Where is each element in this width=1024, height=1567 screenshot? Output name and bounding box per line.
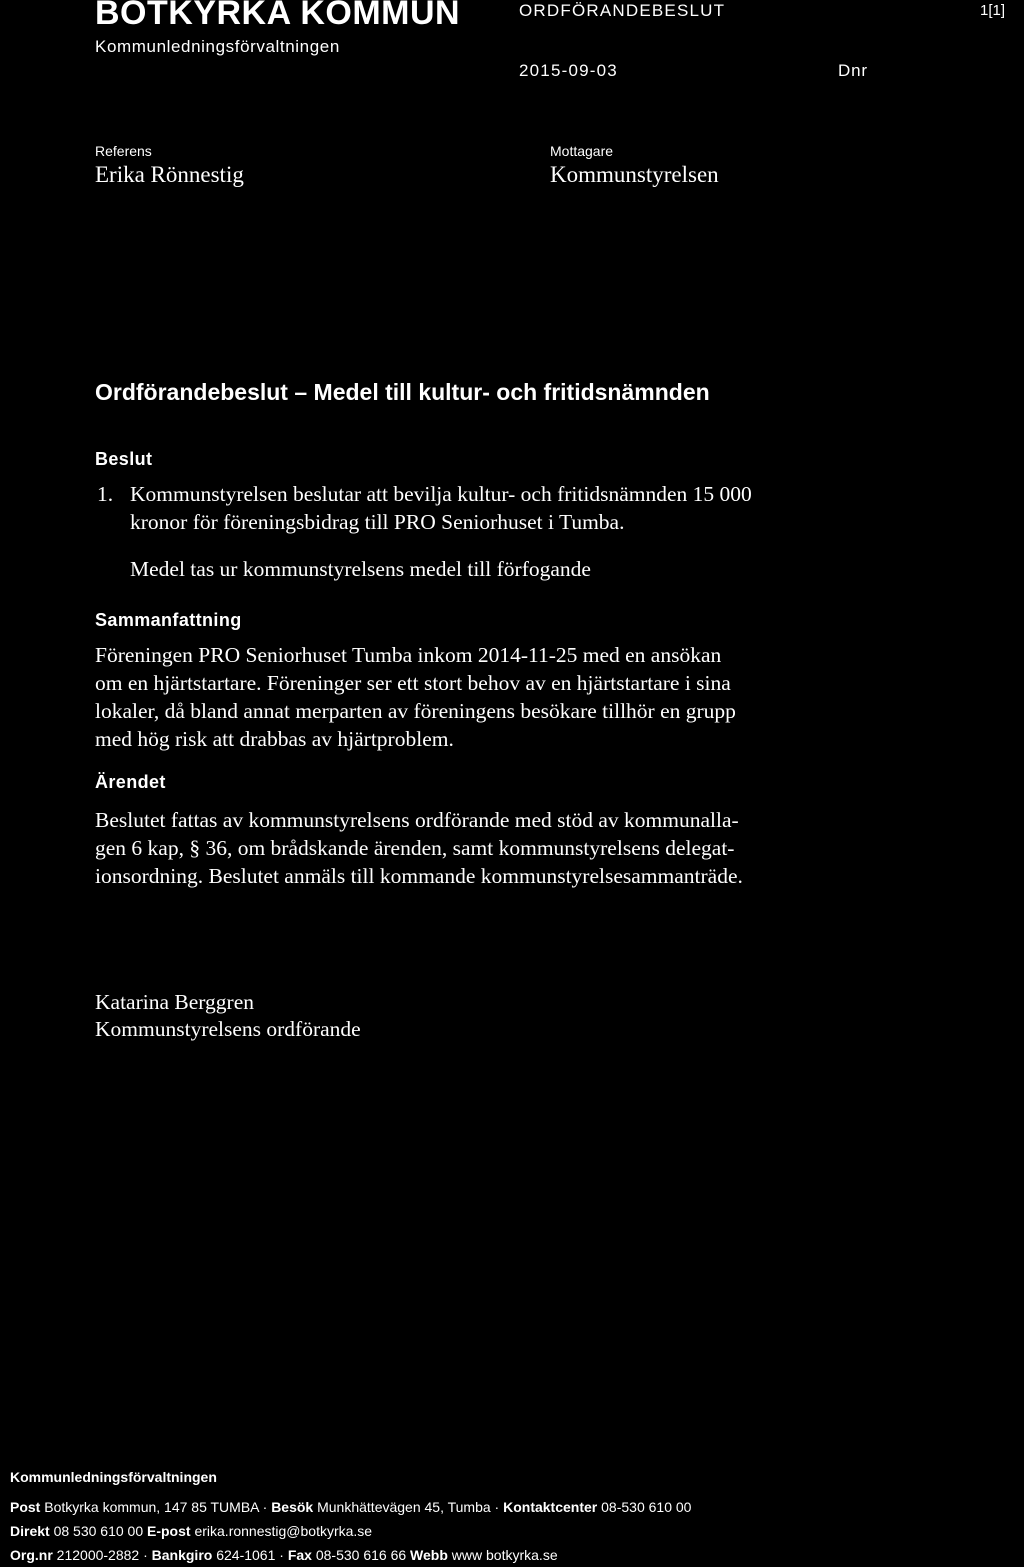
direct-label: Direkt <box>10 1523 50 1539</box>
web-label: Webb <box>410 1547 448 1563</box>
footer-registry-line <box>10 1547 558 1563</box>
bankgiro-value: 624-1061 · <box>216 1547 284 1563</box>
email-label: E-post <box>147 1523 191 1539</box>
arendet-heading: Ärendet <box>95 772 166 792</box>
beslut-text-line: kronor för föreningsbidrag till PRO Seniorhuset i Tumba. <box>130 510 625 534</box>
signatory-title: Kommunstyrelsens ordförande <box>95 1017 361 1041</box>
beslut-heading: Beslut <box>95 449 153 469</box>
document-date: 2015-09-03 <box>519 61 618 80</box>
post-label: Post <box>10 1499 41 1515</box>
email-value: erika.ronnestig@botkyrka.se <box>194 1523 373 1539</box>
sammanfattning-heading: Sammanfattning <box>95 610 242 630</box>
reference-label: Referens <box>95 143 152 159</box>
visit-value: Munkhättevägen 45, Tumba · <box>317 1499 500 1515</box>
direct-value: 08 530 610 00 <box>53 1523 144 1539</box>
orgnr-value: 212000-2882 · <box>56 1547 148 1563</box>
dnr-label: Dnr <box>838 61 868 80</box>
beslut-text-line: Kommunstyrelsen beslutar att bevilja kultur- och fritidsnämnden 15 000 <box>130 482 752 506</box>
footer-organization: Kommunledningsförvaltningen <box>10 1469 217 1485</box>
recipient-label: Mottagare <box>550 143 614 159</box>
signatory-name: Katarina Berggren <box>95 990 254 1014</box>
organization-name: BOTKYRKA KOMMUN <box>95 0 461 32</box>
orgnr-label: Org.nr <box>10 1547 53 1563</box>
sammanfattning-line: lokaler, då bland annat merparten av föreningens besökare tillhör en grupp <box>95 699 736 723</box>
contact-center-label: Kontaktcenter <box>503 1499 598 1515</box>
document-title: Ordförandebeslut – Medel till kultur- och fritidsnämnden <box>95 379 710 405</box>
sammanfattning-line: Föreningen PRO Seniorhuset Tumba inkom 2014-11-25 med en ansökan <box>95 643 722 667</box>
beslut-funding-note: Medel tas ur kommunstyrelsens medel till förfogande <box>130 557 591 581</box>
bankgiro-label: Bankgiro <box>151 1547 213 1563</box>
arendet-line: Beslutet fattas av kommunstyrelsens ordförande med stöd av kommunalla- <box>95 808 739 832</box>
page-number: 1[1] <box>980 2 1006 19</box>
visit-label: Besök <box>271 1499 314 1515</box>
document-type: ORDFÖRANDEBESLUT <box>519 1 726 20</box>
sammanfattning-line: om en hjärtstartare. Föreninger ser ett stort behov av en hjärtstartare i sina <box>95 671 731 695</box>
sammanfattning-line: med hög risk att drabbas av hjärtproblem. <box>95 727 454 751</box>
recipient-value: Kommunstyrelsen <box>550 162 719 187</box>
post-value: Botkyrka kommun, 147 85 TUMBA · <box>44 1499 268 1515</box>
reference-value: Erika Rönnestig <box>95 162 244 187</box>
beslut-item-number: 1. <box>97 482 114 506</box>
footer-contact-line <box>10 1499 691 1515</box>
web-value: www botkyrka.se <box>451 1547 558 1563</box>
footer-direct-line <box>10 1523 372 1539</box>
fax-label: Fax <box>287 1547 312 1563</box>
arendet-line: ionsordning. Beslutet anmäls till kommande kommunstyrelsesammanträde. <box>95 864 743 888</box>
contact-center-value: 08-530 610 00 <box>601 1499 692 1515</box>
fax-value: 08-530 616 66 <box>315 1547 407 1563</box>
department-name: Kommunledningsförvaltningen <box>95 37 340 56</box>
arendet-line: gen 6 kap, § 36, om brådskande ärenden, samt kommunstyrelsens delegat- <box>95 836 735 860</box>
